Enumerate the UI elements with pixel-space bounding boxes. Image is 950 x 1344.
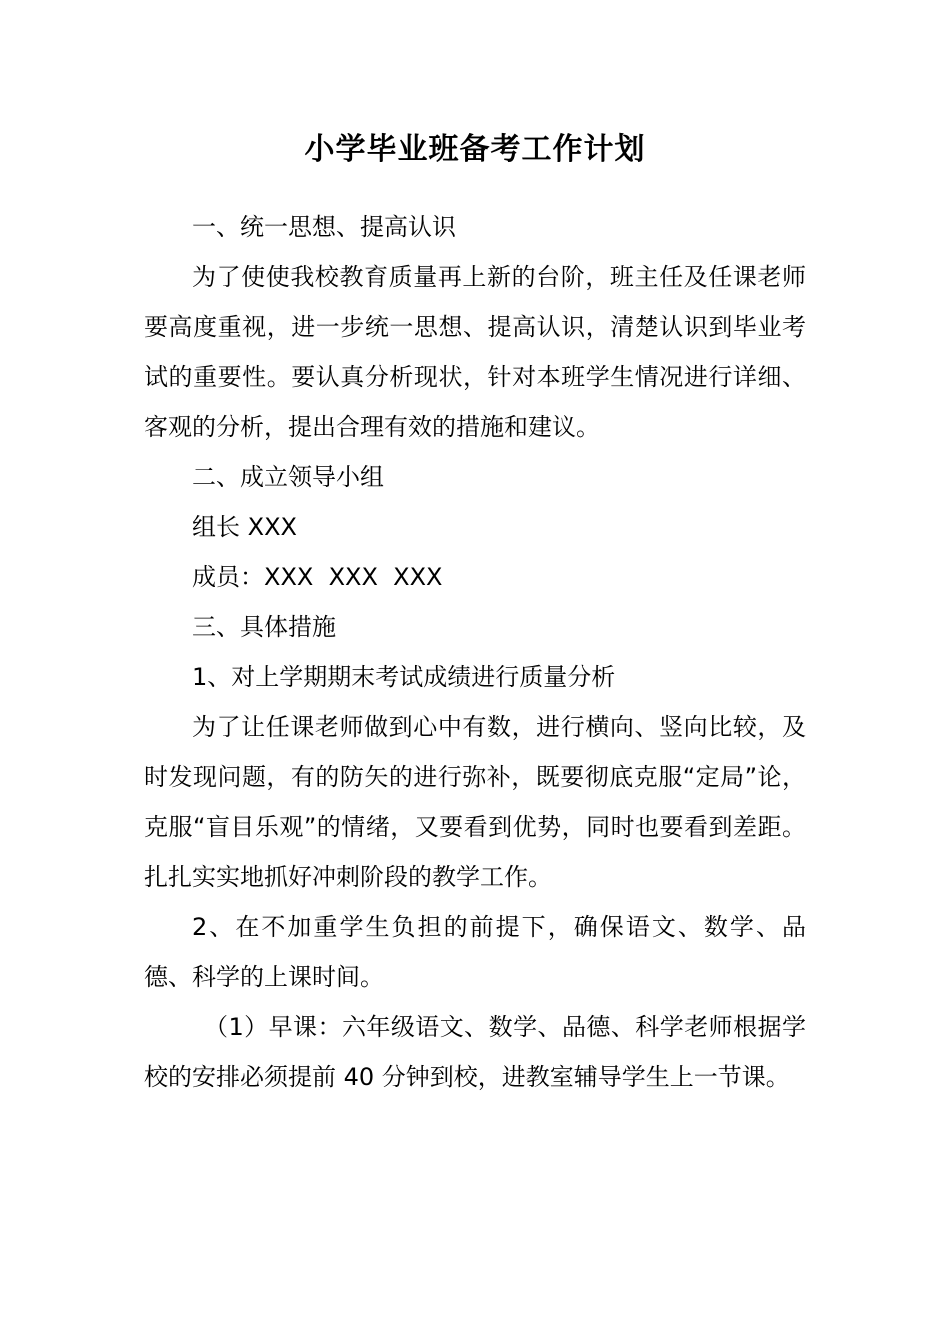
paragraph-2: 为了让任课老师做到心中有数，进行横向、竖向比较，及时发现问题，有的防矢的进行弥补，既要彻底克服“定局”论，克服“盲目乐观”的情绪，又要看到优势，同时也要看到差距。扎扎实实地抓好冲刺阶段的教学工作。 bbox=[144, 713, 806, 891]
document-title: 小学毕业班备考工作计划 bbox=[304, 132, 646, 167]
document-body bbox=[144, 202, 806, 1102]
section-heading-3: 三、具体措施 bbox=[192, 613, 336, 641]
paragraph-3: 2、在不加重学生负担的前提下，确保语文、数学、品德、科学的上课时间。 bbox=[144, 913, 806, 991]
members-line: 成员：XXX XXX XXX bbox=[192, 563, 443, 591]
paragraph-1: 为了使使我校教育质量再上新的台阶，班主任及任课老师要高度重视，进一步统一思想、提高认识，清楚认识到毕业考试的重要性。要认真分析现状，针对本班学生情况进行详细、客观的分析，提出合理有效的措施和建议。 bbox=[144, 263, 806, 441]
section-heading-1: 一、统一思想、提高认识 bbox=[192, 213, 456, 241]
paragraph-4: （1）早课：六年级语文、数学、品德、科学老师根据学校的安排必须提前 40 分钟到校，进教室辅导学生上一节课。 bbox=[144, 1013, 806, 1091]
subheading-1: 1、对上学期期末考试成绩进行质量分析 bbox=[192, 663, 616, 691]
section-heading-2: 二、成立领导小组 bbox=[192, 463, 384, 491]
leader-line: 组长 XXX bbox=[192, 513, 297, 541]
